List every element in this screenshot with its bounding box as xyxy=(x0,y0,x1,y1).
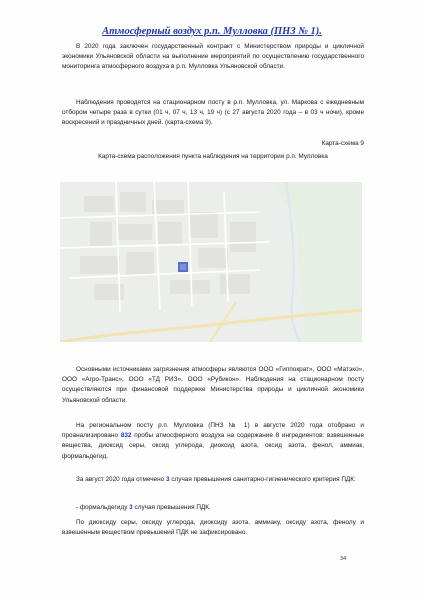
location-map xyxy=(60,182,362,342)
formaldehyde-text-after: случая превышения ПДК. xyxy=(134,504,211,511)
page-number: 34 xyxy=(340,556,347,562)
map-label: Карта-схема 9 xyxy=(321,140,364,147)
exceedance-paragraph xyxy=(62,475,364,485)
pollution-sources-paragraph: Основными источниками загрязнения атмосферы являются ООО «Гиппократ», ООО «Матэко», ООО «Агро-Транс», ООО «ТД РИЗ», ООО «Рубикон». Наблюдения на стационарном посту осуществляются при финансовой поддержке Министерства природы и цикличной экономики Ульяновской области. xyxy=(62,366,364,404)
map-caption: Карта-схема расположения пункта наблюдения на территории р.п. Мулловка xyxy=(98,153,328,160)
contract-paragraph: В 2020 года заключен государственный контракт с Министерством природы и цикличной экономики Ульяновской области на выполнение мероприятий по осуществлению государственного мониторинга атмосферного воздуха в р.п. Мулловка Ульяновской области. xyxy=(62,43,364,71)
exceedance-text-before: За август 2020 года отмечено xyxy=(76,476,165,483)
samples-text-before: На региональном посту р.п. Мулловка (ПНЗ № 1) в августе 2020 года отобрано и проанализировано xyxy=(62,422,364,440)
page-title: Атмосферный воздух р.п. Мулловка (ПНЗ № 1). xyxy=(102,26,322,37)
exceedance-count: 3 xyxy=(165,476,170,483)
observation-paragraph: Наблюдения проводятся на стационарном посту в р.п. Мулловка, ул. Маркова с ежедневным отбором четыре раза в сутки (01 ч, 07 ч, 13 ч, 19 ч) (с 27 августа 2020 года – в 03 ч ночи), кроме воскресений и праздничных дней. (карта-схема 9). xyxy=(62,99,364,127)
samples-text-after: пробы атмосферного воздуха на содержание 8 ингредиентов: взвешенные вещества, диоксид серы, оксид углерода, диоксид азота, оксид азота, фенол, аммиак, формальдегид. xyxy=(62,432,365,460)
no-exceedance-paragraph: По диоксиду серы, оксиду углерода, диоксиду азота, аммиаку, оксиду азота, фенолу и взвешенным веществом превышений ПДК не зафиксировано. xyxy=(62,519,364,537)
formaldehyde-count: 3 xyxy=(129,504,133,511)
formaldehyde-line xyxy=(62,503,364,513)
samples-paragraph xyxy=(62,421,364,462)
samples-count: 832 xyxy=(120,432,132,440)
exceedance-text-after: случая превышения санитарно-гигиенического критерия ПДК: xyxy=(171,476,356,483)
formaldehyde-text-before: - формальдегиду xyxy=(76,504,128,511)
